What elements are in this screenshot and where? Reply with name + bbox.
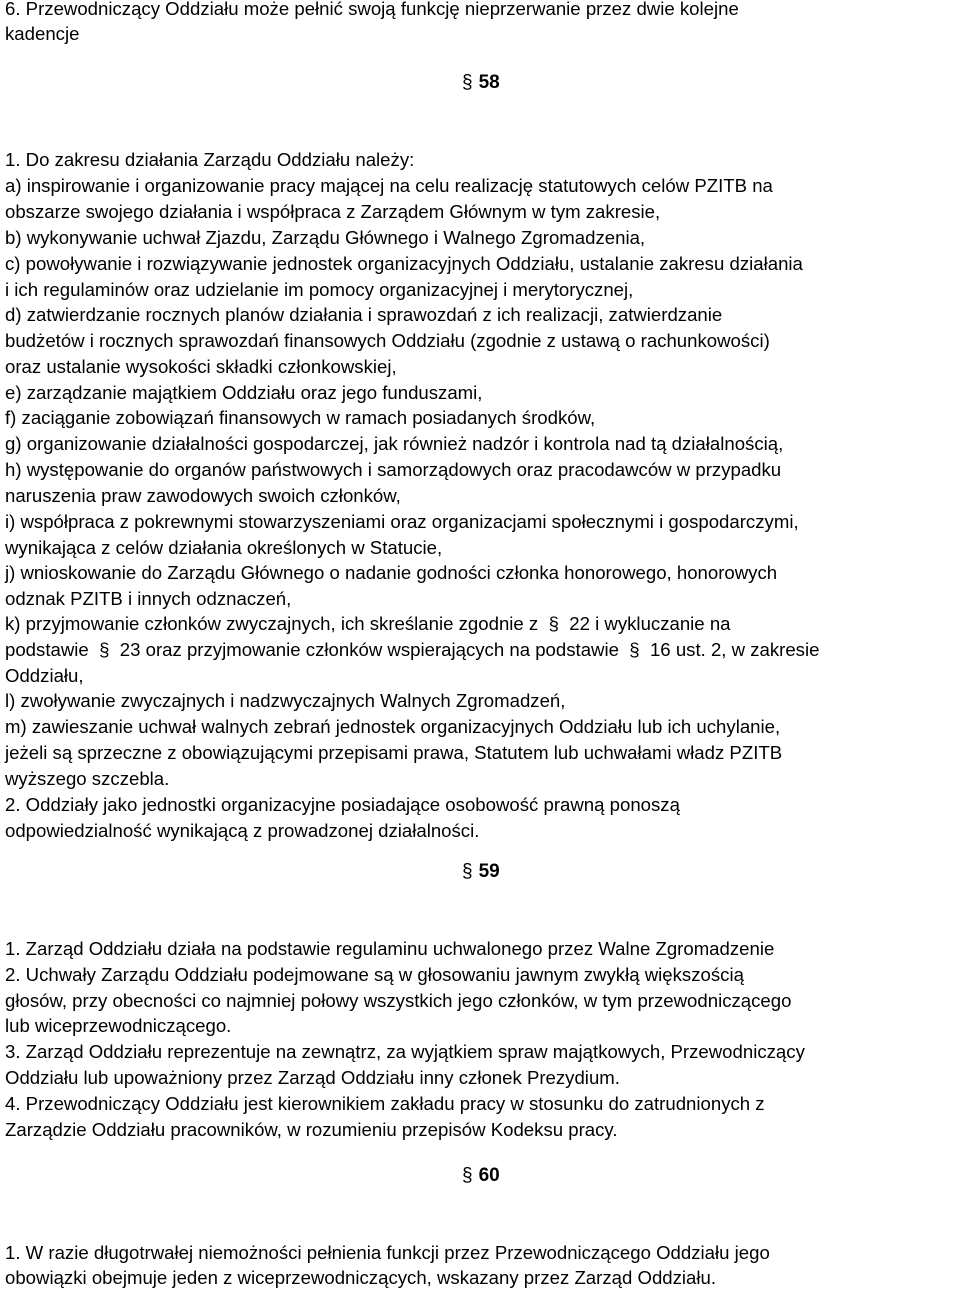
paragraph-line: j) wnioskowanie do Zarządu Głównego o nadanie godności członka honorowego, honorowych [5,562,778,583]
section-heading-59: § 59 [462,861,500,882]
paragraph-line: d) zatwierdzanie rocznych planów działania i sprawozdań z ich realizacji, zatwierdzanie [5,304,723,325]
paragraph-line: odznak PZITB i innych odznaczeń, [5,588,292,609]
paragraph-line: 4. Przewodniczący Oddziału jest kierownikiem zakładu pracy w stosunku do zatrudnionych z [5,1093,765,1114]
paragraph-line: m) zawieszanie uchwał walnych zebrań jednostek organizacyjnych Oddziału lub ich uchylanie, [5,716,781,737]
section-sign-icon: § [543,613,565,634]
paragraph-line: naruszenia praw zawodowych swoich członków, [5,485,401,506]
section-sign-icon: § [93,639,115,660]
paragraph-line: a) inspirowanie i organizowanie pracy mającej na celu realizację statutowych celów PZITB na [5,175,773,196]
paragraph-line: lub wiceprzewodniczącego. [5,1015,232,1036]
paragraph-line: budżetów i rocznych sprawozdań finansowych Oddziału (zgodnie z ustawą o rachunkowości) [5,330,770,351]
paragraph-line: obowiązki obejmuje jeden z wiceprzewodniczących, wskazany przez Zarząd Oddziału. [5,1267,717,1288]
paragraph-line: Oddziału lub upoważniony przez Zarząd Oddziału inny członek Prezydium. [5,1067,620,1088]
section-sign-icon: § [624,639,645,660]
paragraph-line: Zarządzie Oddziału pracowników, w rozumieniu przepisów Kodeksu pracy. [5,1119,618,1140]
line-text: 23 oraz przyjmowanie członków wspierających na podstawie [119,639,619,660]
paragraph-line: h) występowanie do organów państwowych i samorządowych oraz pracodawców w przypadku [5,459,782,480]
paragraph-line: odpowiedzialność wynikającą z prowadzonej działalności. [5,820,480,841]
section-heading-60: § 60 [462,1165,500,1186]
paragraph-line: g) organizowanie działalności gospodarczej, jak również nadzór i kontrola nad tą działalnością, [5,433,784,454]
paragraph-line: 1. Do zakresu działania Zarządu Oddziału należy: [5,149,415,170]
paragraph-line: c) powoływanie i rozwiązywanie jednostek organizacyjnych Oddziału, ustalanie zakresu działania [5,253,803,274]
section-sign-icon: § [462,861,473,882]
paragraph-line: kadencje [5,23,80,44]
paragraph-line: wyższego szczebla. [5,768,170,789]
paragraph-line: wynikająca z celów działania określonych w Statucie, [5,537,443,558]
paragraph-line: i ich regulaminów oraz udzielanie im pomocy organizacyjnej i merytorycznej, [5,279,634,300]
paragraph-line: jeżeli są sprzeczne z obowiązującymi przepisami prawa, Statutem lub uchwałami władz PZITB [5,742,783,763]
section-sign-icon: § [462,72,473,93]
paragraph-line: 2. Oddziały jako jednostki organizacyjne posiadające osobowość prawną ponoszą [5,794,680,815]
paragraph-line: 1. Zarząd Oddziału działa na podstawie regulaminu uchwalonego przez Walne Zgromadzenie [5,938,775,959]
paragraph-line: głosów, przy obecności co najmniej połowy wszystkich jego członków, w tym przewodniczącego [5,990,792,1011]
paragraph-line [5,638,819,662]
paragraph-line: l) zwoływanie zwyczajnych i nadzwyczajnych Walnych Zgromadzeń, [5,690,566,711]
paragraph-line: i) współpraca z pokrewnymi stowarzyszeniami oraz organizacjami społecznymi i gospodarczymi, [5,511,799,532]
paragraph-line: Oddziału, [5,665,84,686]
paragraph-line: oraz ustalanie wysokości składki członkowskiej, [5,356,397,377]
paragraph-line: e) zarządzanie majątkiem Oddziału oraz jego funduszami, [5,382,483,403]
line-text: 22 i wykluczanie na [569,613,731,634]
paragraph-line: obszarze swojego działania i współpraca z Zarządem Głównym w tym zakresie, [5,201,661,222]
section-heading-58: § 58 [462,72,500,93]
section-sign-icon: § [462,1165,473,1186]
paragraph-line: 1. W razie długotrwałej niemożności pełnienia funkcji przez Przewodniczącego Oddziału jego [5,1242,770,1263]
paragraph-line: b) wykonywanie uchwał Zjazdu, Zarządu Głównego i Walnego Zgromadzenia, [5,227,646,248]
paragraph-line: 2. Uchwały Zarządu Oddziału podejmowane są w głosowaniu jawnym zwykłą większością [5,964,744,985]
paragraph-line: 6. Przewodniczący Oddziału może pełnić swoją funkcję nieprzerwanie przez dwie kolejne [5,0,739,19]
paragraph-line: f) zaciąganie zobowiązań finansowych w ramach posiadanych środków, [5,407,596,428]
paragraph-line [5,612,731,636]
paragraph-line: 3. Zarząd Oddziału reprezentuje na zewnątrz, za wyjątkiem spraw majątkowych, Przewodniczący [5,1041,805,1062]
line-text: k) przyjmowanie członków zwyczajnych, ich skreślanie zgodnie z [5,613,539,634]
line-text: podstawie [5,639,89,660]
line-text: 16 ust. 2, w zakresie [649,639,820,660]
